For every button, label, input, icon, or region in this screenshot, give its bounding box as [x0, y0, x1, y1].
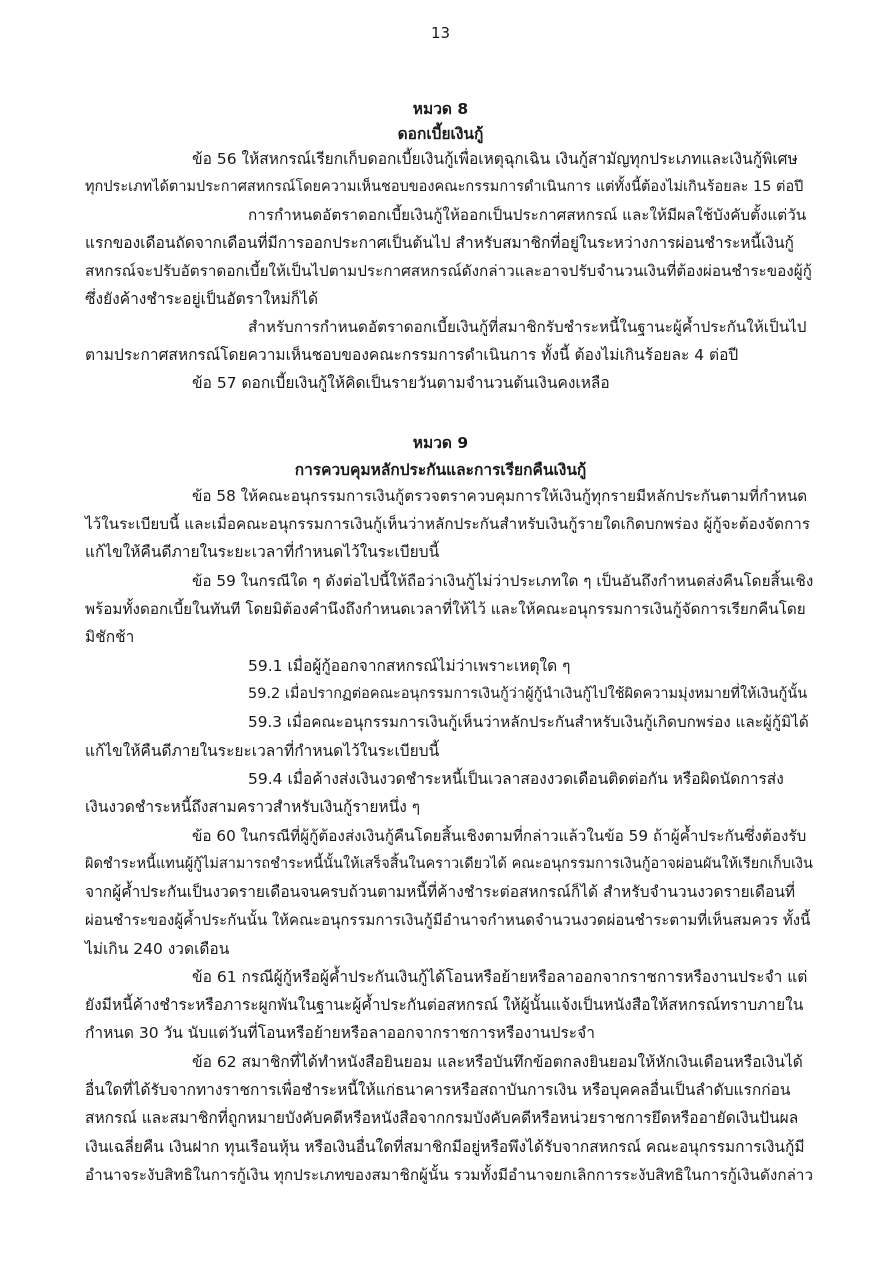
clause-59-1: 59.1 เมื่อผู้กู้ออกจากสหกรณ์ไม่ว่าเพราะเหตุใด ๆ	[248, 657, 571, 675]
clause-59-2: 59.2 เมื่อปรากฏต่อคณะอนุกรรมการเงินกู้ว่าผู้กู้นำเงินกู้ไปใช้ผิดความมุ่งหมายที่ให้เงินกู้นั้น	[248, 686, 808, 702]
article-60-line-1: ข้อ 60 ในกรณีที่ผู้กู้ต้องส่งเงินกู้คืนโดยสิ้นเชิงตามที่กล่าวแล้วในข้อ 59 ถ้าผู้ค้ำประกันซึ่งต้องรับ	[192, 827, 807, 845]
article-62-line-1: ข้อ 62 สมาชิกที่ได้ทำหนังสือยินยอม และหรือบันทึกข้อตกลงยินยอมให้หักเงินเดือนหรือเงินได้	[192, 1053, 803, 1071]
article-58-line-1: ข้อ 58 ให้คณะอนุกรรมการเงินกู้ตรวจตราควบคุมการให้เงินกู้ทุกรายมีหลักประกันตามที่กำหนด	[192, 487, 808, 505]
chapter-9-title: หมวด 9	[412, 434, 469, 452]
article-62-line-3: สหกรณ์ และสมาชิกที่ถูกหมายบังคับคดีหรือหนังสือจากกรมบังคับคดีหรือหน่วยราชการยึดหรืออายัดเงินปันผล	[85, 1109, 799, 1127]
article-56-para-3-line-2: ตามประกาศสหกรณ์โดยความเห็นชอบของคณะกรรมการดำเนินการ ทั้งนี้ ต้องไม่เกินร้อยละ 4 ต่อปี	[85, 346, 739, 364]
article-58-line-3: แก้ไขให้คืนดีภายในระยะเวลาที่กำหนดไว้ในระเบียบนี้	[85, 543, 440, 561]
clause-59-3-line-2: แก้ไขให้คืนดีภายในระยะเวลาที่กำหนดไว้ในระเบียบนี้	[85, 742, 440, 760]
article-62-line-5: อำนาจระงับสิทธิในการกู้เงิน ทุกประเภทของสมาชิกผู้นั้น รวมทั้งมีอำนาจยกเลิกการระงับสิทธิในการกู้เงินดังกล่าว	[85, 1166, 814, 1184]
article-60-line-2: ผิดชำระหนี้แทนผู้กู้ไม่สามารถชำระหนี้นั้นให้เสร็จสิ้นในคราวเดียวได้ คณะอนุกรรมการเงินกู้อาจผ่อนผันให้เรียกเก็บเงิน	[85, 856, 813, 872]
chapter-8-title: หมวด 8	[412, 100, 469, 118]
article-56-para-2-line-4: ซึ่งยังค้างชำระอยู่เป็นอัตราใหม่ก็ได้	[85, 290, 319, 308]
article-56-para-3-line-1: สำหรับการกำหนดอัตราดอกเบี้ยเงินกู้ที่สมาชิกรับชำระหนี้ในฐานะผู้ค้ำประกันให้เป็นไป	[248, 318, 807, 336]
page-number: 13	[430, 24, 451, 42]
article-59-line-3: มิชักช้า	[85, 628, 135, 646]
article-56-line-1: ข้อ 56 ให้สหกรณ์เรียกเก็บดอกเบี้ยเงินกู้เพื่อเหตุฉุกเฉิน เงินกู้สามัญทุกประเภทและเงินกู้พิเศษ	[192, 150, 798, 168]
clause-59-3-line-1: 59.3 เมื่อคณะอนุกรรมการเงินกู้เห็นว่าหลักประกันสำหรับเงินกู้เกิดบกพร่อง และผู้กู้มิได้	[248, 713, 809, 731]
article-56-para-2-line-1: การกำหนดอัตราดอกเบี้ยเงินกู้ให้ออกเป็นประกาศสหกรณ์ และให้มีผลใช้บังคับตั้งแต่วัน	[248, 206, 807, 224]
article-61-line-3: กำหนด 30 วัน นับแต่วันที่โอนหรือย้ายหรือลาออกจากราชการหรืองานประจำ	[85, 1024, 595, 1042]
chapter-9-subtitle: การควบคุมหลักประกันและการเรียกคืนเงินกู้	[294, 461, 587, 479]
chapter-8-subtitle: ดอกเบี้ยเงินกู้	[397, 125, 484, 143]
clause-59-4-line-2: เงินงวดชำระหนี้ถึงสามคราวสำหรับเงินกู้รายหนึ่ง ๆ	[85, 798, 421, 816]
article-60-line-3: จากผู้ค้ำประกันเป็นงวดรายเดือนจนครบถ้วนตามหนี้ที่ค้างชำระต่อสหกรณ์ก็ได้ สำหรับจำนวนงวดรายเดือนที่	[85, 883, 796, 901]
article-59-line-2: พร้อมทั้งดอกเบี้ยในทันที โดยมิต้องคำนึงถึงกำหนดเวลาที่ให้ไว้ และให้คณะอนุกรรมการเงินกู้จัดการเรียกคืนโดย	[85, 600, 806, 618]
article-61-line-2: ยังมีหนี้ค้างชำระหรือภาระผูกพันในฐานะผู้ค้ำประกันต่อสหกรณ์ ให้ผู้นั้นแจ้งเป็นหนังสือให้สหกรณ์ทราบภายใน	[85, 996, 804, 1014]
clause-59-4-line-1: 59.4 เมื่อค้างส่งเงินงวดชำระหนี้เป็นเวลาสองงวดเดือนติดต่อกัน หรือผิดนัดการส่ง	[248, 770, 784, 788]
article-56-line-2: ทุกประเภทได้ตามประกาศสหกรณ์โดยความเห็นชอบของคณะกรรมการดำเนินการ แต่ทั้งนี้ต้องไม่เกินร้อยละ 15 ต่อปี	[85, 179, 804, 195]
article-57-line-1: ข้อ 57 ดอกเบี้ยเงินกู้ให้คิดเป็นรายวันตามจำนวนต้นเงินคงเหลือ	[192, 374, 610, 392]
article-61-line-1: ข้อ 61 กรณีผู้กู้หรือผู้ค้ำประกันเงินกู้ได้โอนหรือย้ายหรือลาออกจากราชการหรืองานประจำ แต่	[192, 968, 808, 986]
article-62-line-2: อื่นใดที่ได้รับจากทางราชการเพื่อชำระหนี้ให้แก่ธนาคารหรือสถาบันการเงิน หรือบุคคลอื่นเป็นลำดับแรกก่อน	[85, 1081, 791, 1099]
article-56-para-2-line-2: แรกของเดือนถัดจากเดือนที่มีการออกประกาศเป็นต้นไป สำหรับสมาชิกที่อยู่ในระหว่างการผ่อนชำระหนี้เงินกู้	[85, 234, 794, 252]
article-60-line-4: ผ่อนชำระของผู้ค้ำประกันนั้น ให้คณะอนุกรรมการเงินกู้มีอำนาจกำหนดจำนวนงวดผ่อนชำระตามที่เห็นสมควร ทั้งนี้	[85, 911, 811, 929]
article-59-line-1: ข้อ 59 ในกรณีใด ๆ ดังต่อไปนี้ให้ถือว่าเงินกู้ไม่ว่าประเภทใด ๆ เป็นอันถึงกำหนดส่งคืนโดยสิ้นเชิง	[192, 572, 814, 590]
article-56-para-2-line-3: สหกรณ์จะปรับอัตราดอกเบี้ยให้เป็นไปตามประกาศสหกรณ์ดังกล่าวและอาจปรับจำนวนเงินที่ต้องผ่อนชำระของผู้กู้	[85, 262, 812, 280]
article-58-line-2: ไว้ในระเบียบนี้ และเมื่อคณะอนุกรรมการเงินกู้เห็นว่าหลักประกันสำหรับเงินกู้รายใดเกิดบกพร่อง ผู้กู้จะต้องจัดการ	[85, 515, 811, 533]
article-60-line-5: ไม่เกิน 240 งวดเดือน	[85, 940, 230, 958]
article-62-line-4: เงินเฉลี่ยคืน เงินฝาก ทุนเรือนหุ้น หรือเงินอื่นใดที่สมาชิกมีอยู่หรือพึงได้รับจากสหกรณ์ คณะอนุกรรมการเงินกู้มี	[85, 1138, 805, 1156]
